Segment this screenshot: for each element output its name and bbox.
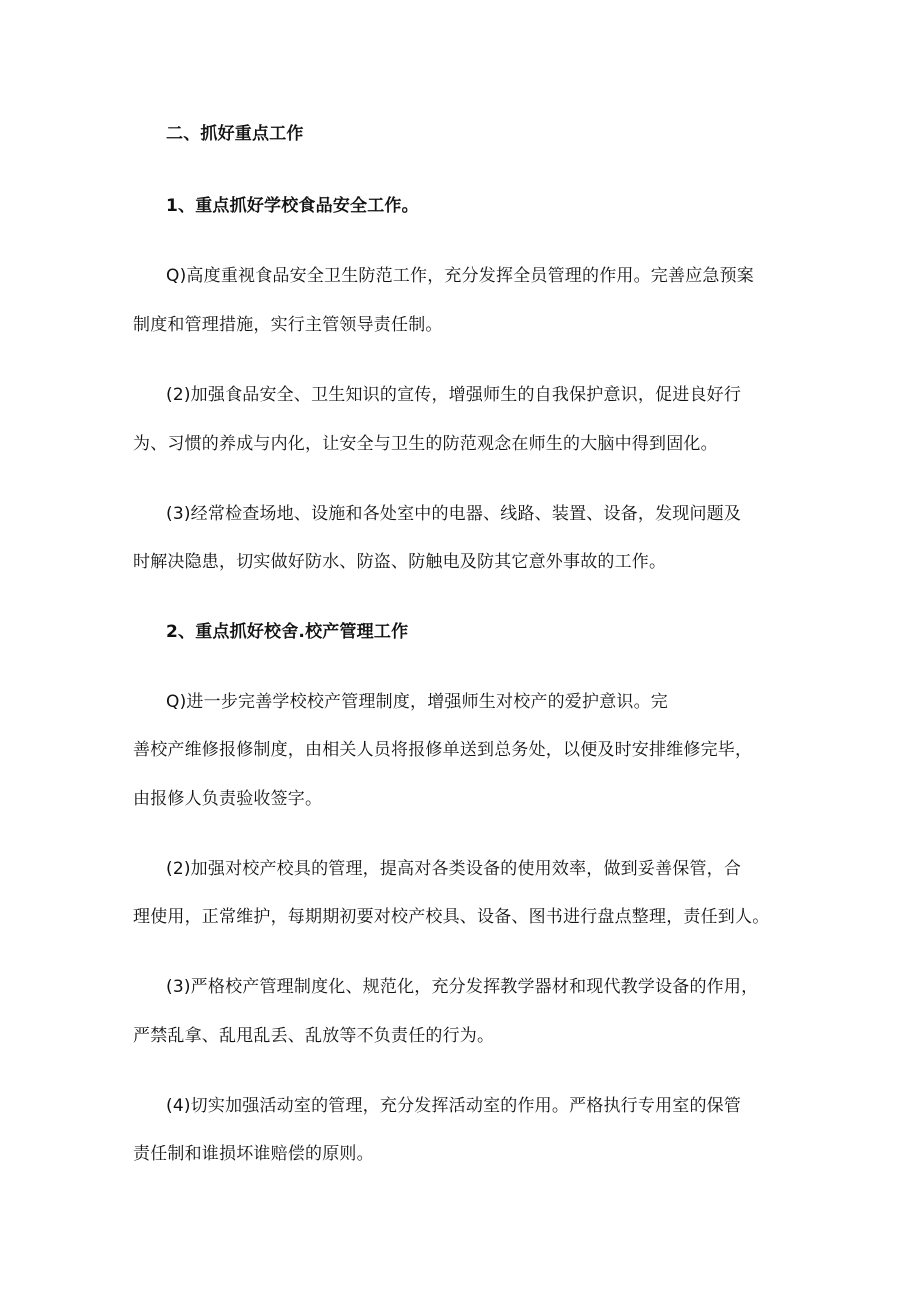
main-heading: 二、抓好重点工作 <box>166 124 304 144</box>
section-2-item-4-line-1: (4)切实加强活动室的管理，充分发挥活动室的作用。严格执行专用室的保管 <box>166 1096 742 1116</box>
section-1-title: 1、重点抓好学校食品安全工作。 <box>166 196 419 216</box>
section-2-title: 2、重点抓好校舍.校产管理工作 <box>166 622 409 642</box>
section-2-item-1-line-2: 善校产维修报修制度，由相关人员将报修单送到总务处，以便及时安排维修完毕， <box>133 740 753 760</box>
section-1-item-1-line-2: 制度和管理措施，实行主管领导责任制。 <box>133 315 443 335</box>
section-2-item-4-line-2: 责任制和谁损坏谁赔偿的原则。 <box>133 1144 374 1164</box>
section-1-item-2-line-2: 为、习惯的养成与内化，让安全与卫生的防范观念在师生的大脑中得到固化。 <box>133 434 718 454</box>
section-2-item-2-line-2: 理使用，正常维护，每期期初要对校产校具、设备、图书进行盘点整理，责任到人。 <box>133 907 770 927</box>
section-2-item-3-line-2: 严禁乱拿、乱甩乱丢、乱放等不负责任的行为。 <box>133 1026 495 1046</box>
section-1-item-3-line-2: 时解决隐患，切实做好防水、防盗、防触电及防其它意外事故的工作。 <box>133 552 667 572</box>
section-2-item-3-line-1: (3)严格校产管理制度化、规范化，充分发挥教学器材和现代教学设备的作用， <box>166 977 759 997</box>
section-2-item-2-line-1: (2)加强对校产校具的管理，提高对各类设备的使用效率，做到妥善保管，合 <box>166 859 742 879</box>
section-1-item-3-line-1: (3)经常检查场地、设施和各处室中的电器、线路、装置、设备，发现问题及 <box>166 504 742 524</box>
section-2-item-1-line-3: 由报修人负责验收签字。 <box>133 789 323 809</box>
section-1-item-2-line-1: (2)加强食品安全、卫生知识的宣传，增强师生的自我保护意识，促进良好行 <box>166 385 742 405</box>
section-1-item-1-line-1: Q)高度重视食品安全卫生防范工作，充分发挥全员管理的作用。完善应急预案 <box>166 266 755 286</box>
section-2-item-1-line-1: Q)进一步完善学校校产管理制度，增强师生对校产的爱护意识。完 <box>166 692 669 712</box>
